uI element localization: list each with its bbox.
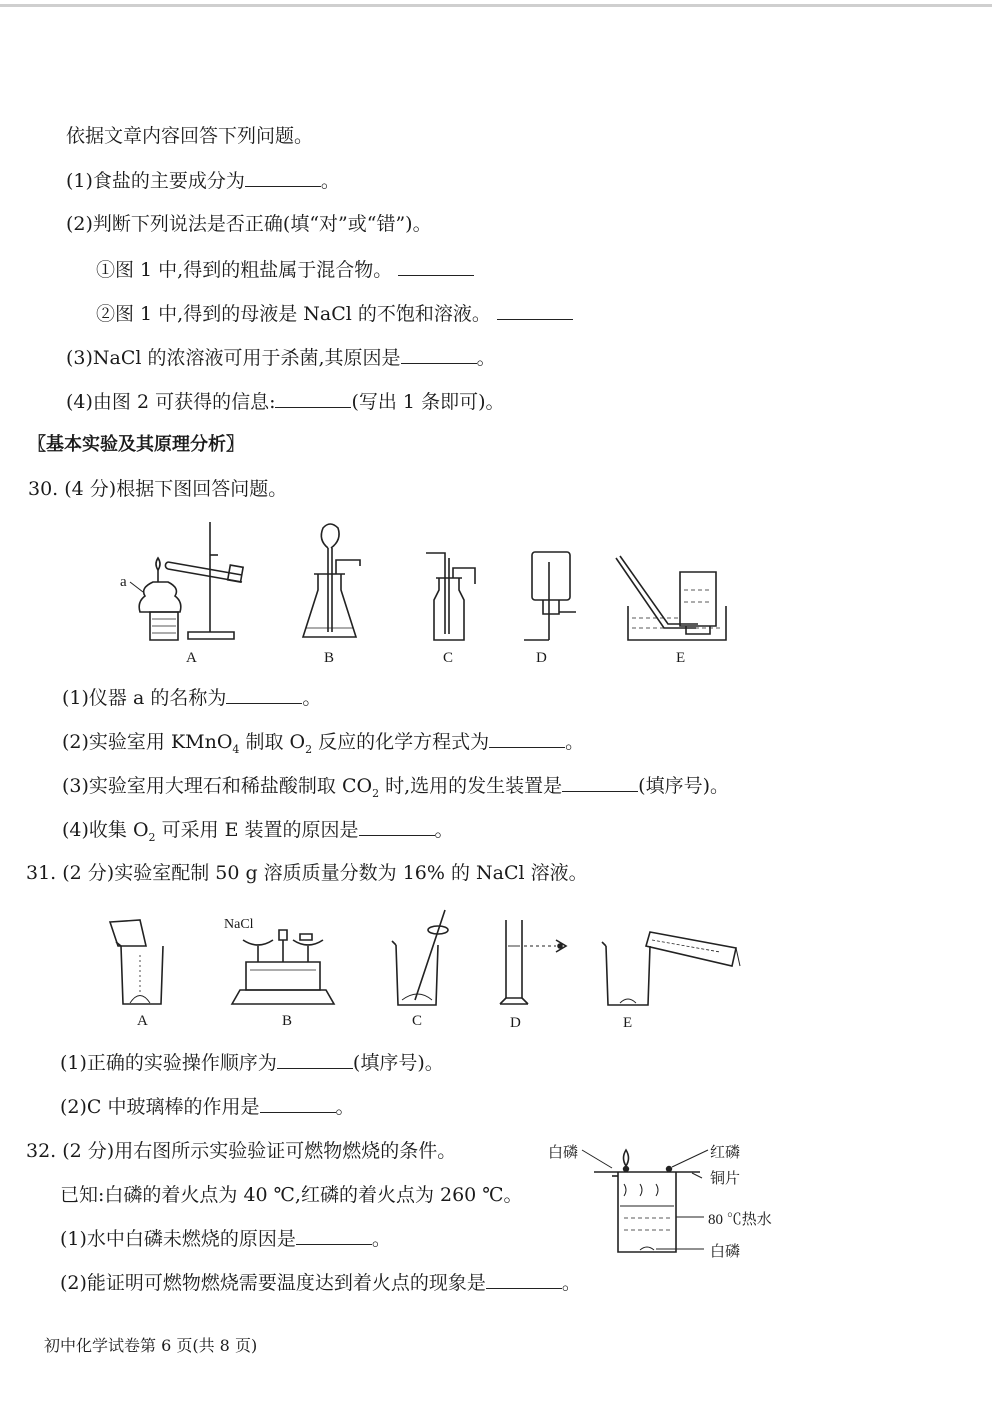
- q32-label-hot-water: 80 ℃热水: [708, 1212, 772, 1228]
- q29-p2b-text: ②图 1 中,得到的母液是 NaCl 的不饱和溶液。: [96, 303, 491, 325]
- q30-fig-label-E: E: [676, 650, 686, 666]
- q32-p2-end: 。: [561, 1272, 581, 1294]
- q32-label-red-p: 红磷: [710, 1145, 741, 1161]
- q31-fig-label-E: E: [623, 1015, 633, 1031]
- q30-p3-pre: (3)实验室用大理石和稀盐酸制取 CO: [62, 775, 373, 797]
- q32-label-white-p-bottom: 白磷: [710, 1244, 741, 1260]
- q29-p4-end: (写出 1 条即可)。: [351, 391, 505, 413]
- q30-fig-label-B: B: [324, 650, 335, 666]
- q31-p1-end: (填序号)。: [352, 1052, 444, 1074]
- q30-stem: 30. (4 分)根据下图回答问题。: [28, 478, 288, 500]
- q30-p2-pre: (2)实验室用 KMnO: [62, 731, 233, 753]
- q30-p3-sub: 2: [372, 786, 380, 800]
- intro-text: 依据文章内容回答下列问题。: [66, 125, 314, 147]
- q30-p2-post: 反应的化学方程式为: [312, 731, 490, 753]
- page-footer: 初中化学试卷第 6 页(共 8 页): [44, 1336, 258, 1355]
- q30-fig-label-C: C: [443, 650, 454, 666]
- q30-p4-post: 可采用 E 装置的原因是: [155, 819, 359, 841]
- q32-stem: 32. (2 分)用右图所示实验验证可燃物燃烧的条件。: [26, 1140, 457, 1162]
- q32-p1-text: (1)水中白磷未燃烧的原因是: [60, 1228, 296, 1250]
- q31-p2-end: 。: [335, 1096, 355, 1118]
- q30-p2-mid: 制取 O: [239, 731, 306, 753]
- q32-label-white-p-top: 白磷: [548, 1145, 579, 1161]
- q31-fig-label-B: B: [282, 1013, 293, 1029]
- q32-p2-text: (2)能证明可燃物燃烧需要温度达到着火点的现象是: [60, 1272, 486, 1294]
- q31-fig-label-D: D: [510, 1015, 521, 1031]
- q31-stem: 31. (2 分)实验室配制 50 g 溶质质量分数为 16% 的 NaCl 溶液。: [26, 862, 588, 884]
- q32-known: 已知:白磷的着火点为 40 ℃,红磷的着火点为 260 ℃。: [60, 1184, 523, 1206]
- beaker: [618, 1172, 676, 1252]
- q31-fig-label-A: A: [137, 1013, 148, 1029]
- q32-label-copper: 铜片: [710, 1171, 741, 1187]
- section-title: 〖基本实验及其原理分析〗: [28, 434, 244, 455]
- q30-p1-text: (1)仪器 a 的名称为: [62, 687, 227, 709]
- q31-p2-text: (2)C 中玻璃棒的作用是: [60, 1096, 260, 1118]
- q31-p1-text: (1)正确的实验操作顺序为: [60, 1052, 277, 1074]
- q29-p1-text: (1)食盐的主要成分为: [66, 170, 245, 192]
- q29-p4-text: (4)由图 2 可获得的信息:: [66, 391, 276, 413]
- q29-part-2: (2)判断下列说法是否正确(填“对”或“错”)。: [66, 213, 432, 235]
- q30-p4-pre: (4)收集 O: [62, 819, 149, 841]
- q30-fig-label-D: D: [536, 650, 547, 666]
- q30-p3-end: (填序号)。: [638, 775, 729, 797]
- q29-p3-text: (3)NaCl 的浓溶液可用于杀菌,其原因是: [66, 347, 401, 369]
- q29-p1-end: 。: [320, 170, 340, 192]
- q30-p2-sub2: 2: [305, 742, 313, 756]
- q29-p3-end: 。: [476, 347, 496, 369]
- q30-p1-end: 。: [302, 687, 322, 709]
- white-phosphorus-flame-icon: [624, 1150, 629, 1166]
- label-a: a: [120, 574, 127, 590]
- q30-p4-end: 。: [434, 819, 454, 841]
- q30-fig-label-A: A: [186, 650, 197, 666]
- q30-p4-sub: 2: [148, 830, 156, 844]
- q31-fig-label-C: C: [412, 1013, 423, 1029]
- q30-p3-post: 时,选用的发生装置是: [379, 775, 563, 797]
- q32-p1-end: 。: [371, 1228, 391, 1250]
- q30-p2-sub1: 4: [232, 742, 240, 756]
- q30-p2-end: 。: [565, 731, 585, 753]
- q31-label-nacl: NaCl: [224, 917, 254, 932]
- q29-p2a-text: ①图 1 中,得到的粗盐属于混合物。: [96, 259, 393, 281]
